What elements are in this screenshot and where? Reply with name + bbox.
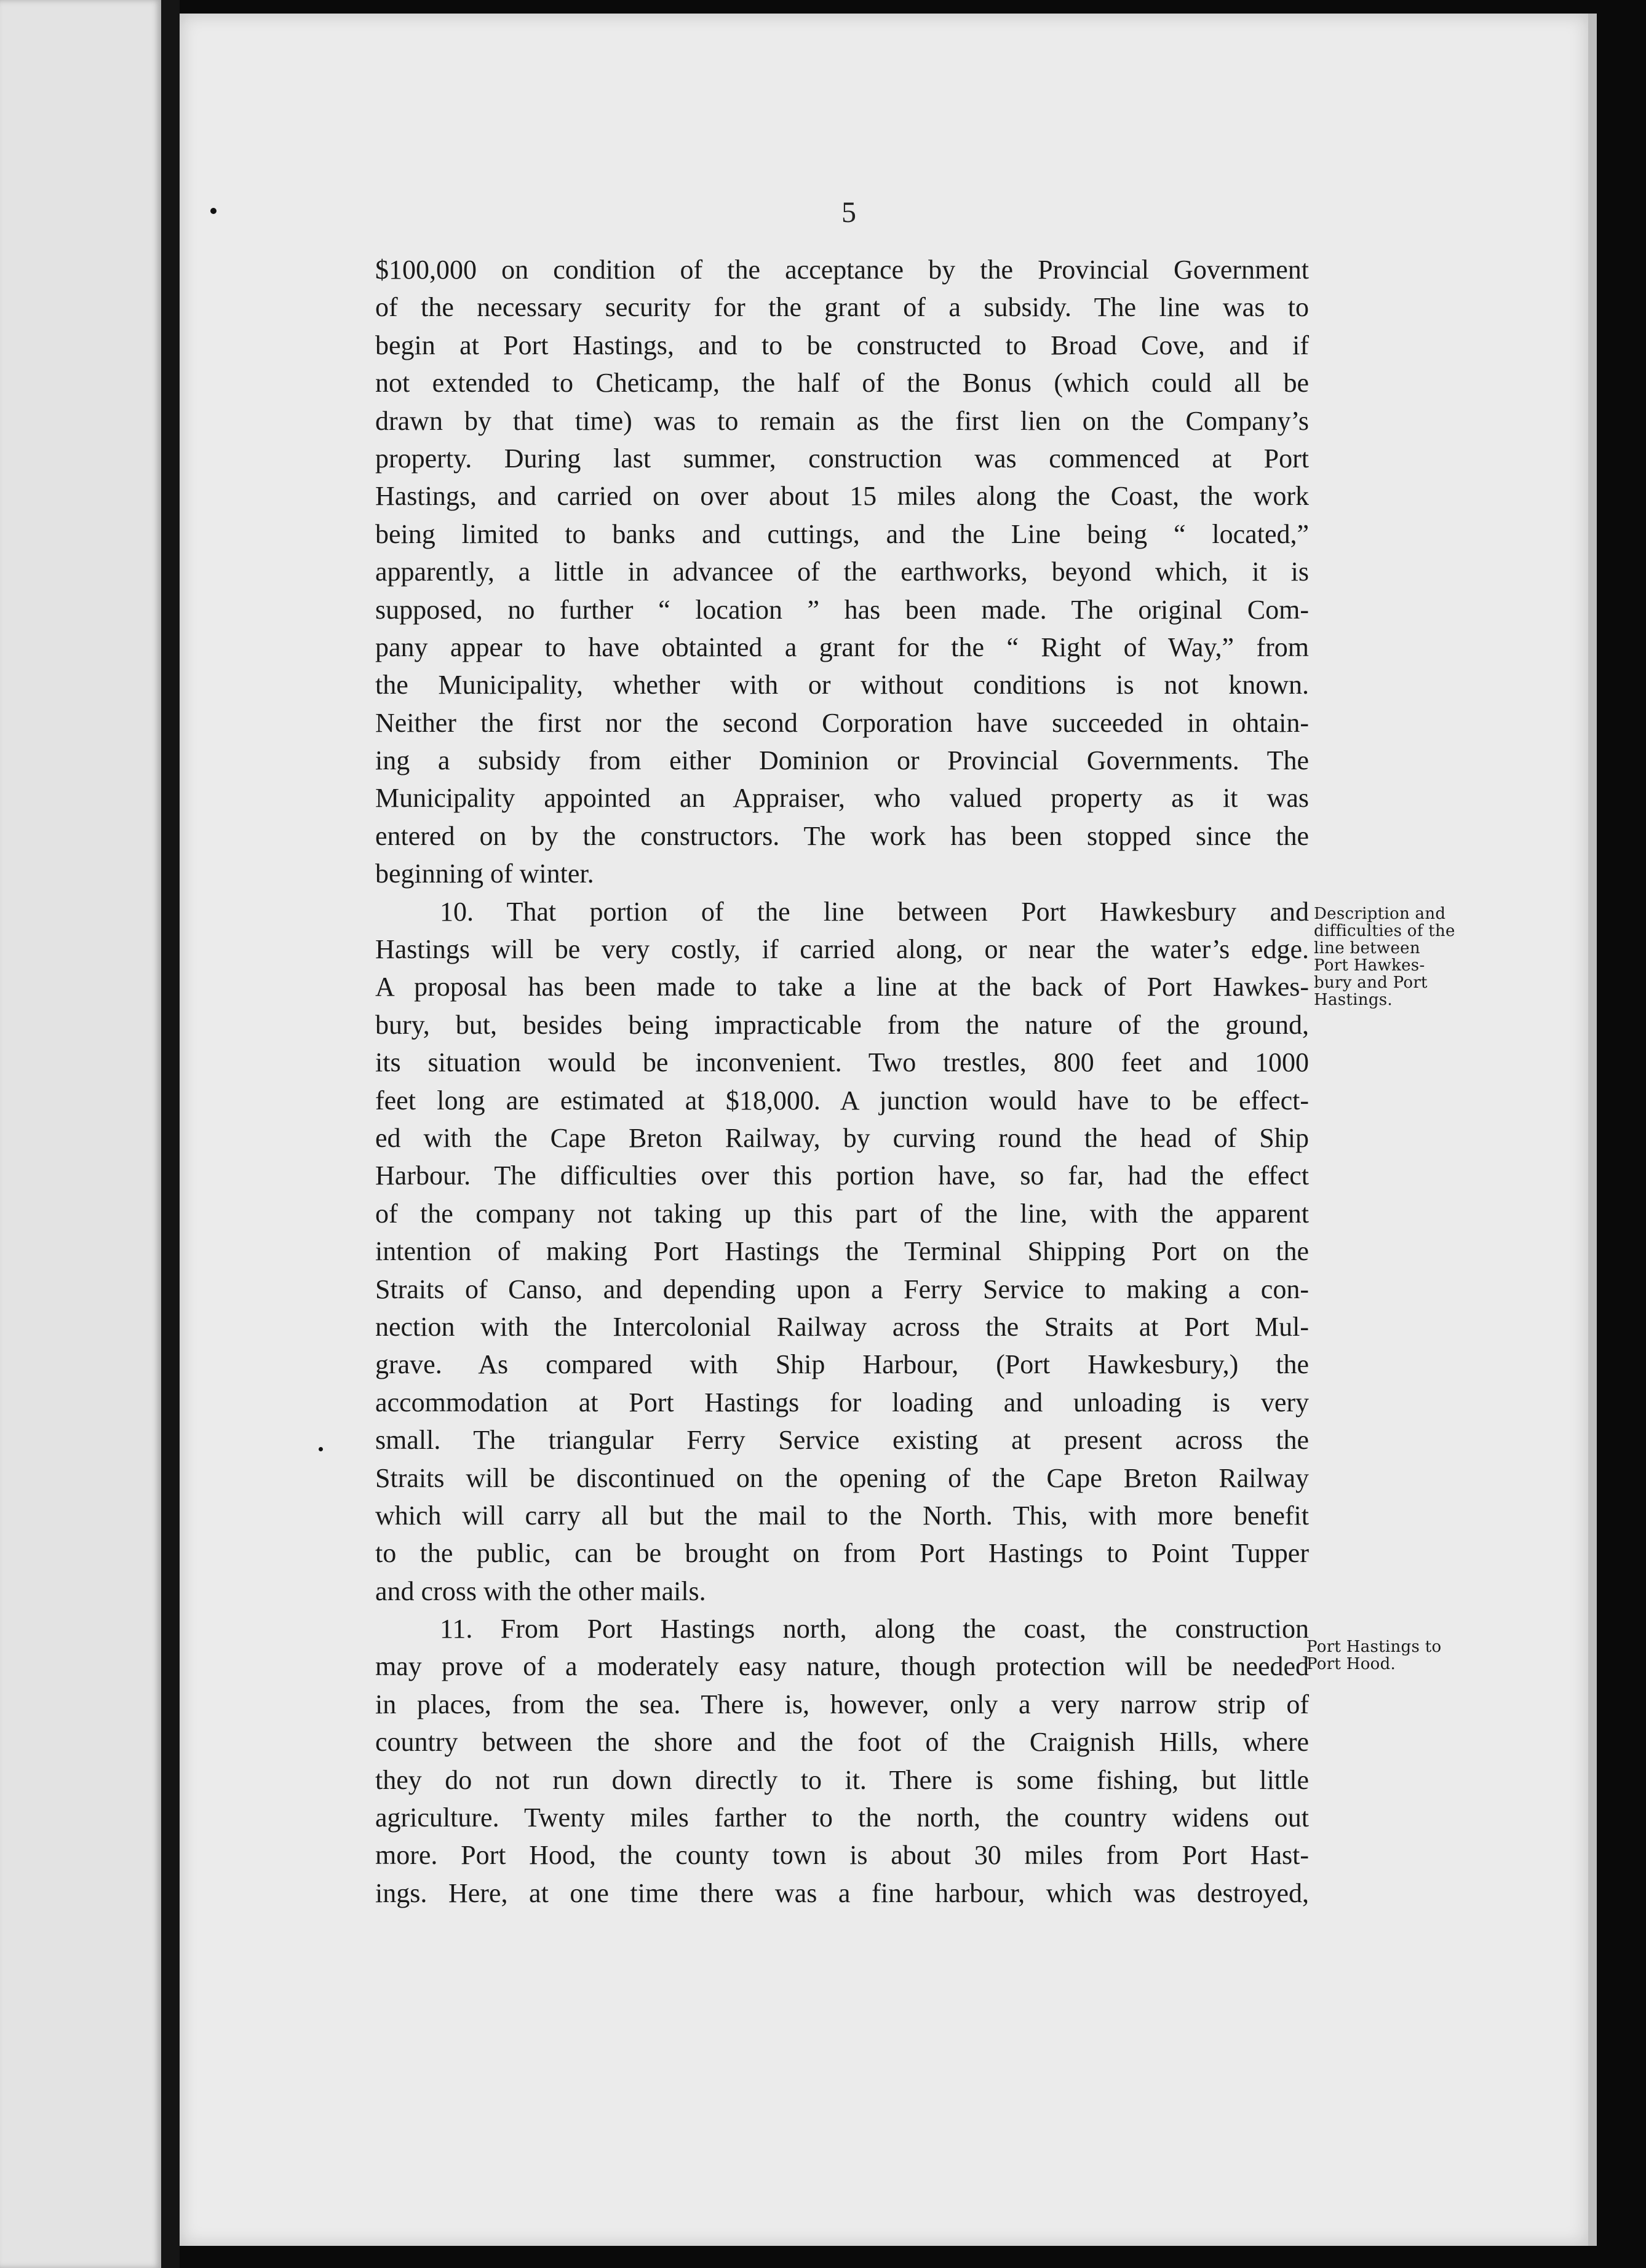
text-line: grave. As compared with Ship Harbour, (Port Hawkesbury,) the — [375, 1349, 1309, 1380]
margin-note-line: Port Hawkes- — [1314, 956, 1425, 975]
text-line: of the company not taking up this part of the line, with the apparent — [375, 1198, 1309, 1229]
text-line: 10. That portion of the line between Port Hawkesbury and — [440, 896, 1309, 927]
text-line: in places, from the sea. There is, however, only a very narrow strip of — [375, 1689, 1309, 1719]
text-line: supposed, no further “ location ” has been made. The original Com- — [375, 594, 1309, 625]
margin-note-description — [1314, 905, 1474, 1009]
margin-note-line: Description and — [1314, 905, 1446, 923]
text-line: entered on by the constructors. The work has been stopped since the — [375, 820, 1309, 851]
text-line: begin at Port Hastings, and to be constructed to Broad Cove, and if — [375, 330, 1309, 360]
text-line: ings. Here, at one time there was a fine harbour, which was destroyed, — [375, 1877, 1309, 1908]
text-line: being limited to banks and cuttings, and the Line being “ located,” — [375, 518, 1309, 549]
text-line: apparently, a little in advancee of the earthworks, beyond which, it is — [375, 557, 1309, 587]
text-line: not extended to Cheticamp, the half of the Bonus (which could all be — [375, 368, 1309, 398]
text-line: and cross with the other mails. — [375, 1576, 706, 1606]
text-line: drawn by that time) was to remain as the first lien on the Company’s — [375, 405, 1309, 436]
text-line: Hastings, and carried on over about 15 miles along the Coast, the work — [375, 481, 1309, 512]
text-line: ing a subsidy from either Dominion or Provincial Governments. The — [375, 745, 1309, 776]
margin-note-line: Port Hastings to — [1306, 1638, 1442, 1656]
text-line: intention of making Port Hastings the Terminal Shipping Port on the — [375, 1236, 1309, 1267]
text-line: Straits of Canso, and depending upon a Ferry Service to making a con- — [375, 1274, 1309, 1304]
text-line: feet long are estimated at $18,000. A junction would have to be effect- — [375, 1085, 1309, 1116]
text-line: which will carry all but the mail to the North. This, with more benefit — [375, 1500, 1309, 1531]
text-line: Neither the first nor the second Corporation have succeeded in ohtain- — [375, 707, 1309, 738]
text-line: ed with the Cape Breton Railway, by curving round the head of Ship — [375, 1122, 1309, 1153]
text-line: country between the shore and the foot of the Craignish Hills, where — [375, 1727, 1309, 1758]
text-line: nection with the Intercolonial Railway across the Straits at Port Mul- — [375, 1311, 1309, 1342]
text-line: of the necessary security for the grant of a subsidy. The line was to — [375, 292, 1309, 323]
text-line: A proposal has been made to take a line at the back of Port Hawkes- — [375, 972, 1309, 1002]
text-line: $100,000 on condition of the acceptance by the Provincial Government — [375, 255, 1309, 285]
text-line: its situation would be inconvenient. Two trestles, 800 feet and 1000 — [375, 1047, 1309, 1078]
text-line: to the public, can be brought on from Port Hastings to Point Tupper — [375, 1538, 1309, 1569]
text-line: beginning of winter. — [375, 858, 594, 889]
text-line: agriculture. Twenty miles farther to the north, the country widens out — [375, 1802, 1309, 1833]
text-line: Municipality appointed an Appraiser, who valued property as it was — [375, 783, 1309, 814]
text-line: pany appear to have obtainted a grant for the “ Right of Way,” from — [375, 632, 1309, 662]
page-number: 5 — [841, 196, 856, 229]
book-gutter — [161, 0, 180, 2268]
text-line: accommodation at Port Hastings for loading and unloading is very — [375, 1387, 1309, 1418]
text-line: small. The triangular Ferry Service existing at present across the — [375, 1425, 1309, 1456]
margin-note-line: bury and Port — [1314, 973, 1428, 992]
text-line: 11. From Port Hastings north, along the coast, the construction — [440, 1614, 1309, 1644]
text-line: Hastings will be very costly, if carried along, or near the water’s edge. — [375, 934, 1309, 965]
margin-speck — [210, 208, 217, 214]
margin-note-line: Port Hood. — [1306, 1655, 1396, 1673]
text-line: may prove of a moderately easy nature, though protection will be needed — [375, 1651, 1309, 1682]
text-line: they do not run down directly to it. There is some fishing, but little — [375, 1764, 1309, 1795]
text-line: property. During last summer, construction was commenced at Port — [375, 443, 1309, 474]
text-line: Harbour. The difficulties over this portion have, so far, had the effect — [375, 1160, 1309, 1191]
margin-note-line: line between — [1314, 939, 1420, 958]
previous-page-edge — [0, 0, 161, 2268]
margin-note-line: difficulties of the — [1314, 922, 1455, 940]
text-line: Straits will be discontinued on the opening of the Cape Breton Railway — [375, 1462, 1309, 1493]
text-line: more. Port Hood, the county town is about 30 miles from Port Hast- — [375, 1840, 1309, 1871]
margin-note-line: Hastings. — [1314, 991, 1393, 1009]
margin-speck — [319, 1447, 323, 1451]
body-text — [375, 251, 1309, 1912]
text-line: bury, but, besides being impracticable from the nature of the ground, — [375, 1009, 1309, 1040]
text-line: the Municipality, whether with or without conditions is not known. — [375, 670, 1309, 700]
margin-note-port-hastings — [1306, 1638, 1466, 1673]
page-right-edge — [1588, 14, 1597, 2246]
